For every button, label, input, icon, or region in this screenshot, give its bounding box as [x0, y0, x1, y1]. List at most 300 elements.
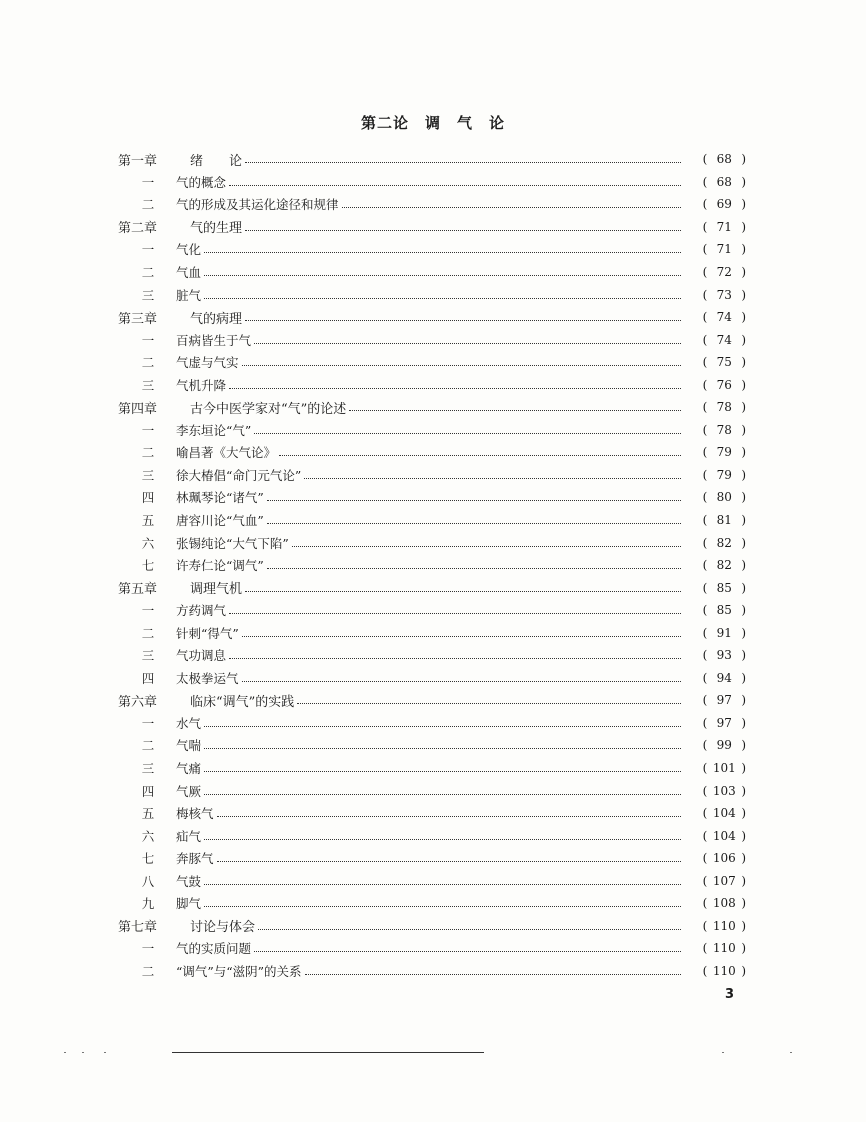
toc-page-ref [684, 829, 746, 843]
toc-section-row [118, 712, 746, 735]
paren-open: ( [702, 761, 708, 776]
toc-section-row [118, 870, 746, 893]
toc-entry-label: 气化 [176, 242, 202, 258]
toc-page-number: 76 [716, 377, 732, 392]
paren-close: ) [741, 377, 746, 392]
dot-leader [204, 747, 681, 749]
toc-page-number: 110 [712, 918, 736, 933]
toc-page-ref [684, 423, 746, 437]
dot-leader [245, 161, 681, 163]
scan-artifact-line [172, 1052, 484, 1053]
toc-page-ref [684, 288, 746, 302]
dot-leader [349, 409, 681, 411]
toc-entry-label: 气痛 [176, 761, 202, 777]
dot-leader [229, 184, 681, 186]
paren-close: ) [741, 896, 746, 911]
toc-entry-number: 一 [141, 422, 155, 438]
toc-page-ref [684, 310, 746, 324]
dot-leader [258, 928, 681, 930]
toc-entry-label: 奔豚气 [176, 851, 214, 867]
toc-entry-number: 七 [141, 558, 155, 574]
paren-open: ( [702, 242, 708, 257]
paren-close: ) [741, 197, 746, 212]
paren-open: ( [702, 738, 708, 753]
toc-entry-label: 脚气 [176, 896, 202, 912]
paren-close: ) [741, 535, 746, 550]
paren-close: ) [741, 828, 746, 843]
dot-leader [267, 567, 681, 569]
toc-section-row [118, 261, 746, 284]
toc-section-row [118, 757, 746, 780]
toc-page-ref [684, 175, 746, 189]
paren-open: ( [702, 445, 708, 460]
page-title: 第二论 调 气 论 [360, 114, 505, 132]
dot-leader [245, 590, 681, 592]
paren-open: ( [702, 715, 708, 730]
dot-leader [242, 635, 681, 637]
toc-section-row [118, 824, 746, 847]
toc-page-number: 78 [716, 400, 732, 415]
toc-chapter-row [118, 915, 746, 938]
toc-entry-label: 气鼓 [176, 873, 202, 889]
toc-entry-number: 一 [141, 715, 155, 731]
dot-leader [292, 545, 681, 547]
dot-leader [229, 657, 681, 659]
toc-page-ref [684, 242, 746, 256]
toc-entry-number: 一 [141, 242, 155, 258]
paren-open: ( [702, 851, 708, 866]
paren-open: ( [702, 828, 708, 843]
toc-entry-label: 气血 [176, 265, 202, 280]
paren-open: ( [702, 963, 708, 978]
toc-entry-label: 气机升降 [176, 377, 227, 393]
toc-entry-number: 五 [141, 806, 155, 822]
toc-entry-number: 六 [141, 535, 155, 551]
toc-page-ref [684, 874, 746, 888]
toc-page-number: 107 [712, 873, 736, 888]
paren-open: ( [702, 467, 708, 482]
toc-entry-number: 三 [141, 761, 155, 777]
toc-section-row [118, 621, 746, 644]
paren-close: ) [741, 670, 746, 685]
toc-section-row [118, 667, 746, 690]
toc-section-row [118, 802, 746, 825]
paren-close: ) [741, 242, 746, 257]
toc-entry-label: 方药调气 [176, 603, 227, 619]
toc-section-row [118, 937, 746, 960]
scan-speck [82, 1052, 84, 1053]
toc-entry-label: 古今中医学家对“气”的论述 [190, 401, 347, 417]
paren-open: ( [702, 197, 708, 212]
dot-leader [297, 702, 681, 704]
toc-page-number: 71 [716, 219, 732, 234]
toc-page-number: 72 [716, 265, 732, 279]
toc-entry-number: 四 [141, 490, 155, 506]
toc-page-number: 68 [716, 152, 732, 167]
toc-entry-number: 二 [141, 738, 155, 754]
toc-entry-number: 六 [141, 828, 155, 844]
toc-entry-number: 二 [141, 625, 155, 641]
paren-open: ( [702, 174, 708, 189]
toc-entry-label: 气的病理 [190, 311, 243, 327]
toc-section-row [118, 351, 746, 374]
toc-entry-number: 二 [141, 197, 155, 213]
paren-close: ) [741, 332, 746, 347]
toc-entry-number: 二 [141, 355, 155, 371]
paren-close: ) [741, 603, 746, 618]
paren-close: ) [741, 490, 746, 505]
dot-leader [279, 454, 681, 456]
paren-close: ) [741, 625, 746, 640]
toc-page-ref [684, 355, 746, 369]
toc-entry-label: 气的生理 [190, 221, 243, 237]
dot-leader [217, 815, 681, 817]
toc-entry-label: 临床“调气”的实践 [190, 694, 295, 710]
paren-open: ( [702, 783, 708, 798]
paren-close: ) [741, 355, 746, 370]
toc-page-number: 79 [716, 467, 732, 482]
paren-open: ( [702, 287, 708, 302]
toc-entry-label: 气的概念 [176, 174, 227, 190]
toc-page-ref [684, 626, 746, 640]
paren-open: ( [702, 558, 708, 573]
paren-open: ( [702, 580, 708, 595]
toc-section-row [118, 193, 746, 216]
paren-open: ( [702, 513, 708, 528]
dot-leader [204, 725, 681, 727]
toc-entry-label: 许寿仁论“调气” [176, 558, 264, 574]
toc-page-number: 78 [716, 422, 732, 437]
toc-page-ref [684, 784, 746, 798]
paren-close: ) [741, 806, 746, 821]
paren-open: ( [702, 648, 708, 663]
toc-section-row [118, 464, 746, 487]
toc-entry-label: 气虚与气实 [176, 355, 239, 371]
toc-entry-label: 气的形成及其运化途径和规律 [176, 197, 339, 213]
toc-entry-label: “调气”与“滋阴”的关系 [176, 963, 302, 979]
toc-page-number: 69 [716, 197, 732, 212]
paren-close: ) [741, 941, 746, 956]
toc-page-number: 71 [716, 242, 732, 257]
toc-section-row [118, 486, 746, 509]
toc-chapter-row [118, 216, 746, 239]
paren-open: ( [702, 693, 708, 708]
toc-page-ref [684, 851, 746, 865]
paren-close: ) [741, 715, 746, 730]
dot-leader [267, 522, 681, 524]
toc-page-ref [684, 896, 746, 910]
paren-close: ) [741, 918, 746, 933]
dot-leader [204, 770, 681, 772]
toc-page-ref [684, 400, 746, 414]
toc-page-number: 110 [712, 941, 736, 956]
toc-page-ref [684, 919, 746, 933]
toc-page-ref [684, 468, 746, 482]
paren-close: ) [741, 783, 746, 798]
toc-chapter-row [118, 148, 746, 171]
toc-section-row [118, 734, 746, 757]
paren-open: ( [702, 152, 708, 167]
toc-entry-label: 绪 论 [190, 153, 243, 169]
toc-page-number: 104 [712, 828, 736, 843]
toc-page-ref [684, 581, 746, 595]
dot-leader [204, 251, 681, 253]
toc-entry-number: 第二章 [118, 221, 158, 237]
toc-section-row [118, 373, 746, 396]
toc-entry-number: 三 [141, 648, 155, 664]
toc-page-number: 103 [712, 783, 736, 798]
toc-page-ref [684, 761, 746, 775]
toc-page-number: 74 [716, 332, 732, 347]
toc-section-row [118, 171, 746, 194]
toc-page-ref [684, 806, 746, 820]
toc-page-ref [684, 964, 746, 978]
paren-open: ( [702, 219, 708, 234]
paren-open: ( [702, 918, 708, 933]
toc-page-number: 80 [716, 490, 732, 505]
toc-entry-number: 第一章 [118, 153, 158, 169]
paren-close: ) [741, 648, 746, 663]
dot-leader [204, 883, 681, 885]
toc-entry-number: 三 [141, 287, 155, 303]
scan-speck [790, 1052, 792, 1053]
toc-page-number: 94 [716, 670, 732, 685]
toc-section-row [118, 960, 746, 983]
toc-entry-label: 唐容川论“气血” [176, 513, 264, 529]
dot-leader [242, 364, 681, 366]
toc-page-number: 74 [716, 310, 732, 325]
toc-entry-label: 气喘 [176, 738, 202, 754]
paren-open: ( [702, 603, 708, 618]
dot-leader [254, 432, 681, 434]
toc-chapter-row [118, 689, 746, 712]
toc-entry-number: 二 [141, 963, 155, 979]
toc-entry-label: 调理气机 [190, 582, 243, 598]
toc-page-number: 99 [716, 738, 732, 753]
toc-page-number: 97 [716, 715, 732, 730]
toc-page-ref [684, 738, 746, 752]
toc-page-ref [684, 265, 746, 279]
toc-entry-number: 第五章 [118, 582, 158, 598]
scan-speck [722, 1052, 724, 1053]
toc-page-ref [684, 693, 746, 707]
dot-leader [342, 206, 681, 208]
toc-section-row [118, 441, 746, 464]
toc-page-number: 79 [716, 445, 732, 460]
toc-page-number: 97 [716, 693, 732, 708]
paren-close: ) [741, 580, 746, 595]
dot-leader [305, 973, 681, 975]
toc-page-number: 104 [712, 806, 736, 821]
toc-page-ref [684, 220, 746, 234]
paren-open: ( [702, 873, 708, 888]
dot-leader [229, 612, 681, 614]
paren-open: ( [702, 310, 708, 325]
toc-section-row [118, 892, 746, 915]
toc-section-row [118, 599, 746, 622]
toc-entry-number: 三 [141, 467, 155, 483]
toc-section-row [118, 283, 746, 306]
toc-page-number: 75 [716, 355, 732, 370]
toc-page-ref [684, 941, 746, 955]
toc-page-ref [684, 716, 746, 730]
paren-close: ) [741, 445, 746, 460]
dot-leader [204, 838, 681, 840]
toc-entry-label: 脏气 [176, 287, 202, 303]
toc-page-number: 82 [716, 535, 732, 550]
toc-page-number: 110 [712, 963, 736, 978]
paren-close: ) [741, 851, 746, 866]
paren-open: ( [702, 535, 708, 550]
toc-entry-label: 喻昌著《大气论》 [176, 445, 277, 461]
toc-page-ref [684, 490, 746, 504]
toc-page-number: 85 [716, 580, 732, 595]
dot-leader [204, 905, 681, 907]
paren-close: ) [741, 761, 746, 776]
toc-page-number: 108 [712, 896, 736, 911]
toc-entry-label: 百病皆生于气 [176, 332, 252, 348]
toc-section-row [118, 779, 746, 802]
toc-page-ref [684, 445, 746, 459]
paren-open: ( [702, 941, 708, 956]
paren-open: ( [702, 355, 708, 370]
paren-open: ( [702, 422, 708, 437]
toc-entry-label: 气功调息 [176, 648, 227, 664]
toc-entry-number: 第三章 [118, 311, 158, 327]
toc-page-ref [684, 603, 746, 617]
dot-leader [304, 477, 681, 479]
dot-leader [217, 860, 681, 862]
toc-entry-label: 太极拳运气 [176, 670, 239, 686]
dot-leader [204, 793, 681, 795]
toc-page-number: 106 [712, 851, 736, 866]
toc-entry-number: 一 [141, 174, 155, 190]
toc-page-ref [684, 513, 746, 527]
toc-chapter-row [118, 576, 746, 599]
toc-entry-number: 二 [141, 445, 155, 461]
toc-entry-label: 张锡纯论“大气下陷” [176, 535, 289, 551]
toc-entry-number: 一 [141, 332, 155, 348]
paren-open: ( [702, 332, 708, 347]
toc-entry-label: 徐大椿倡“命门元气论” [176, 467, 302, 483]
paren-open: ( [702, 896, 708, 911]
toc-page-ref [684, 648, 746, 662]
toc-entry-label: 讨论与体会 [190, 920, 256, 936]
paren-close: ) [741, 513, 746, 528]
toc-page-ref [684, 333, 746, 347]
toc-section-row [118, 328, 746, 351]
dot-leader [245, 319, 681, 321]
toc-page-ref [684, 378, 746, 392]
table-of-contents [118, 148, 746, 982]
paren-close: ) [741, 467, 746, 482]
paren-close: ) [741, 219, 746, 234]
toc-entry-number: 九 [141, 896, 155, 912]
paren-open: ( [702, 490, 708, 505]
toc-entry-number: 第四章 [118, 401, 158, 417]
paren-open: ( [702, 400, 708, 415]
toc-entry-label: 林珮琴论“诸气” [176, 490, 264, 506]
toc-entry-label: 水气 [176, 715, 202, 731]
dot-leader [267, 499, 681, 501]
scan-speck [104, 1052, 106, 1053]
toc-section-row [118, 644, 746, 667]
toc-entry-number: 第七章 [118, 920, 158, 936]
toc-entry-label: 梅核气 [176, 806, 214, 822]
toc-section-row [118, 419, 746, 442]
toc-page-ref [684, 536, 746, 550]
toc-page-ref [684, 671, 746, 685]
paren-close: ) [741, 265, 746, 279]
toc-section-row [118, 531, 746, 554]
paren-close: ) [741, 963, 746, 978]
toc-chapter-row [118, 306, 746, 329]
paren-close: ) [741, 738, 746, 753]
toc-page-number: 68 [716, 174, 732, 189]
toc-page-number: 101 [712, 761, 736, 776]
toc-section-row [118, 238, 746, 261]
paren-open: ( [702, 806, 708, 821]
paren-close: ) [741, 873, 746, 888]
toc-entry-label: 李东垣论“气” [176, 422, 252, 438]
toc-entry-number: 四 [141, 783, 155, 799]
toc-page-ref [684, 197, 746, 211]
dot-leader [204, 297, 681, 299]
toc-chapter-row [118, 396, 746, 419]
toc-entry-label: 气的实质问题 [176, 941, 252, 957]
toc-entry-label: 气厥 [176, 783, 202, 799]
toc-section-row [118, 847, 746, 870]
toc-page-number: 81 [716, 513, 732, 528]
toc-page-number: 91 [716, 625, 732, 640]
toc-section-row [118, 554, 746, 577]
toc-page-ref [684, 558, 746, 572]
toc-entry-label: 疝气 [176, 828, 202, 844]
paren-close: ) [741, 558, 746, 573]
toc-entry-label: 针刺“得气” [176, 625, 239, 641]
toc-page-number: 93 [716, 648, 732, 663]
paren-open: ( [702, 265, 708, 279]
toc-entry-number: 四 [141, 670, 155, 686]
toc-page-number: 73 [716, 287, 732, 302]
paren-close: ) [741, 422, 746, 437]
toc-section-row [118, 509, 746, 532]
dot-leader [254, 950, 681, 952]
toc-entry-number: 八 [141, 873, 155, 889]
paren-close: ) [741, 174, 746, 189]
dot-leader [254, 342, 681, 344]
toc-entry-number: 七 [141, 851, 155, 867]
paren-open: ( [702, 377, 708, 392]
paren-close: ) [741, 310, 746, 325]
toc-entry-number: 一 [141, 603, 155, 619]
paren-close: ) [741, 400, 746, 415]
dot-leader [229, 387, 681, 389]
page-number: 3 [725, 987, 735, 1002]
dot-leader [245, 229, 681, 231]
paren-close: ) [741, 287, 746, 302]
paren-open: ( [702, 625, 708, 640]
paren-close: ) [741, 693, 746, 708]
dot-leader [242, 680, 681, 682]
paren-open: ( [702, 670, 708, 685]
toc-entry-number: 二 [141, 265, 155, 280]
scan-speck [64, 1052, 66, 1053]
toc-entry-number: 三 [141, 377, 155, 393]
toc-entry-number: 第六章 [118, 694, 158, 710]
toc-page-number: 85 [716, 603, 732, 618]
toc-entry-number: 五 [141, 513, 155, 529]
